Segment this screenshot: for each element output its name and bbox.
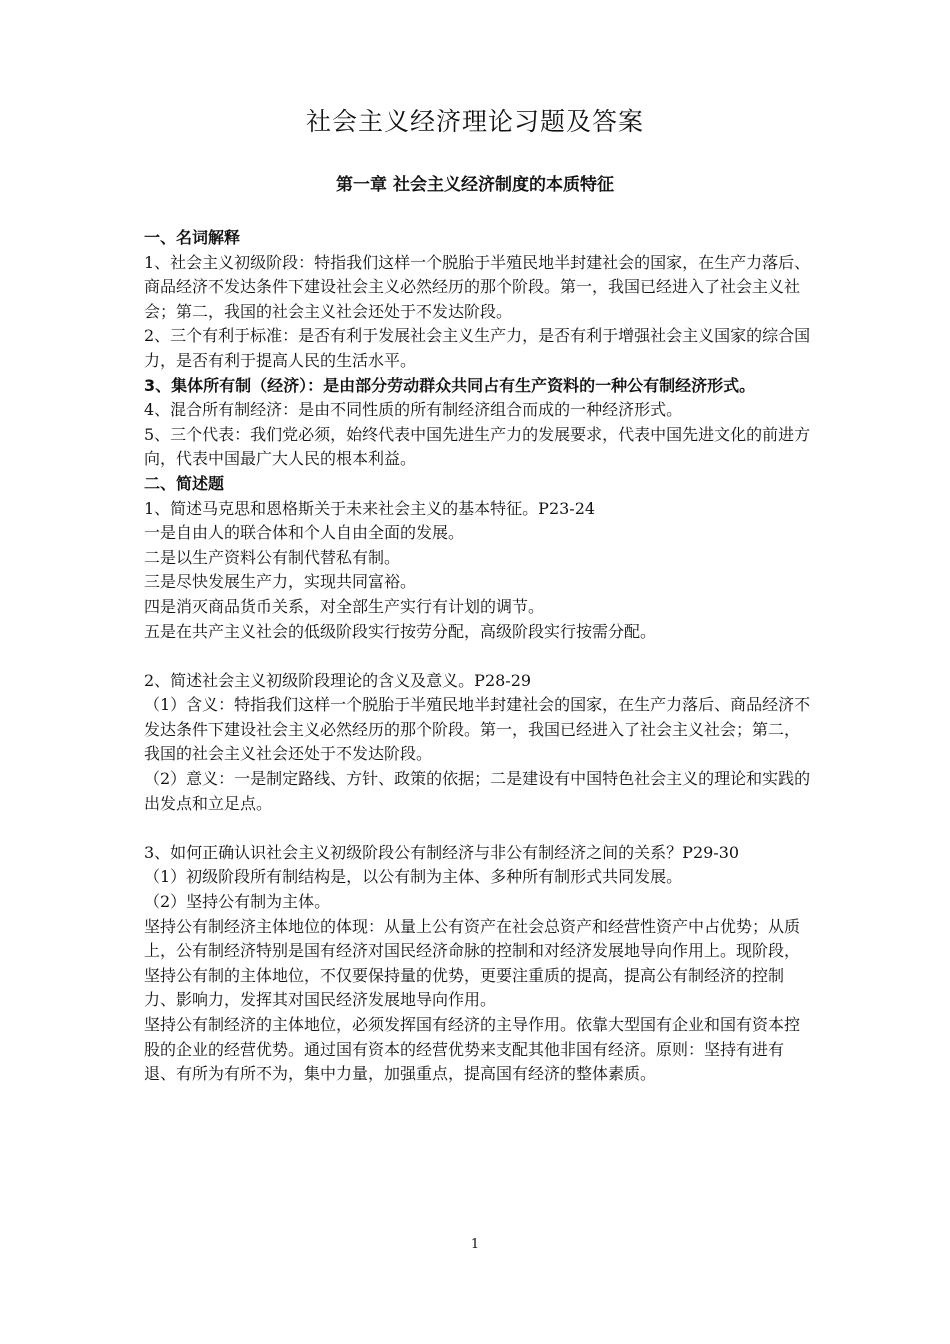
paragraph-gap [144,644,812,669]
answer-paragraph: （1）初级阶段所有制结构是，以公有制为主体、多种所有制形式共同发展。 [144,867,683,887]
definition-item: 5、三个代表：我们党必须，始终代表中国先进生产力的发展要求，代表中国先进文化的前进方向，代表中国最广大人民的根本利益。 [144,424,811,469]
document-title: 社会主义经济理论习题及答案 [305,107,644,136]
question-2: 2、简述社会主义初级阶段理论的含义及意义。P28-29 [144,670,532,690]
definition-item: 1、社会主义初级阶段：特指我们这样一个脱胎于半殖民地半封建社会的国家，在生产力落后、商品经济不发达条件下建设社会主义必然经历的那个阶段。第一，我国已经进入了社会主义社会；第二，我国的社会主义社会还处于不发达阶段。 [144,252,811,321]
chapter-title: 第一章 社会主义经济制度的本质特征 [336,175,614,195]
document-body [144,226,812,1087]
definition-item: 4、混合所有制经济：是由不同性质的所有制经济组合而成的一种经济形式。 [144,400,683,420]
answer-line: 二是以生产资料公有制代替私有制。 [144,547,401,567]
definition-item-bold: 3、集体所有制（经济）：是由部分劳动群众共同占有生产资料的一种公有制经济形式。 [144,375,756,395]
answer-paragraph: 坚持公有制经济主体地位的体现：从量上公有资产在社会总资产和经营性资产中占优势；从质上，公有制经济特别是国有经济对国民经济命脉的控制和对经济发展地导向作用上。现阶段，坚持公有制的主体地位，不仅要保持量的优势，更要注重质的提高，提高公有制经济的控制力、影响力，发挥其对国民经济发展地导向作用。 [144,916,801,1010]
paragraph-gap [144,816,812,841]
section-heading-definitions: 一、名词解释 [144,228,241,247]
question-1: 1、简述马克思和恩格斯关于未来社会主义的基本特征。P23-24 [144,498,596,518]
answer-line: 四是消灭商品货币关系，对全部生产实行有计划的调节。 [144,596,545,616]
answer-paragraph: （1）含义：特指我们这样一个脱胎于半殖民地半封建社会的国家，在生产力落后、商品经济不发达条件下建设社会主义必然经历的那个阶段。第一，我国已经进入了社会主义社会；第二，我国的社会主义社会还处于不发达阶段。 [144,695,811,764]
page-number: 1 [470,1237,480,1252]
answer-line: 三是尽快发展生产力，实现共同富裕。 [144,572,417,592]
question-3: 3、如何正确认识社会主义初级阶段公有制经济与非公有制经济之间的关系？P29-30 [144,842,740,862]
section-heading-short-answer: 二、简述题 [144,473,225,493]
answer-paragraph: （2）坚持公有制为主体。 [144,892,331,912]
answer-paragraph: （2）意义：一是制定路线、方针、政策的依据；二是建设有中国特色社会主义的理论和实践的出发点和立足点。 [144,769,811,813]
definition-item: 2、三个有利于标准：是否有利于发展社会主义生产力，是否有利于增强社会主义国家的综合国力，是否有利于提高人民的生活水平。 [144,326,811,370]
answer-line: 一是自由人的联合体和个人自由全面的发展。 [144,523,465,543]
answer-line: 五是在共产主义社会的低级阶段实行按劳分配，高级阶段实行按需分配。 [144,621,657,641]
answer-paragraph: 坚持公有制经济的主体地位，必须发挥国有经济的主导作用。依靠大型国有企业和国有资本控股的企业的经营优势。通过国有资本的经营优势来支配其他非国有经济。原则：坚持有进有退、有所为有所不为，集中力量，加强重点，提高国有经济的整体素质。 [144,1015,801,1084]
